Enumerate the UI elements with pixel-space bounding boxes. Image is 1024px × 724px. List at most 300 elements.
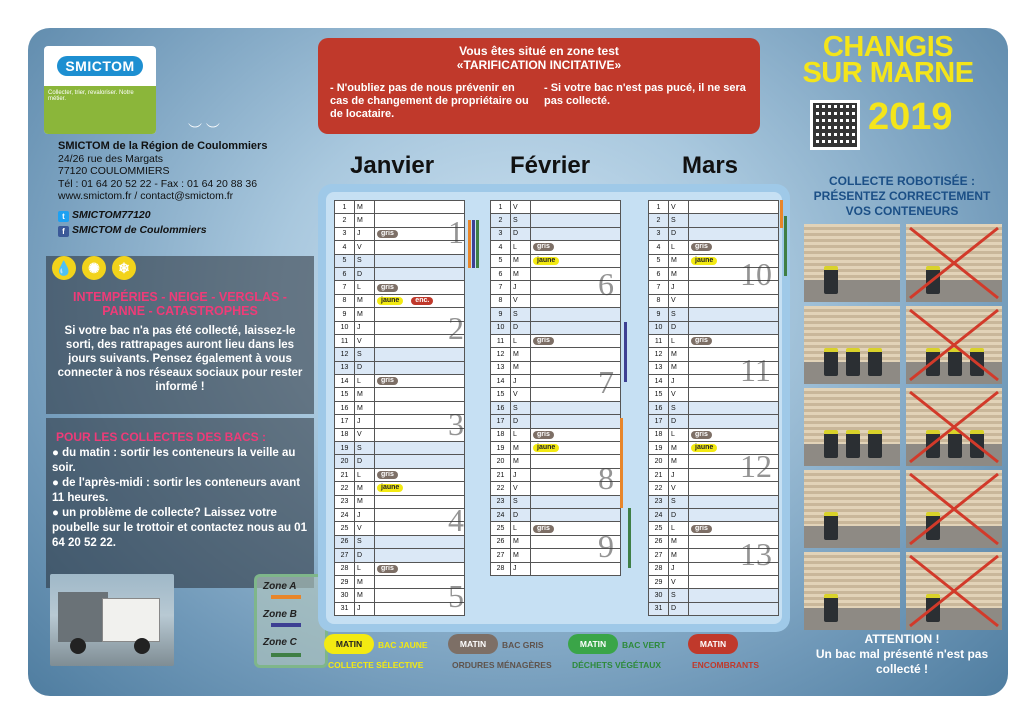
day-letter: D xyxy=(511,508,531,521)
day-letter: M xyxy=(511,267,531,280)
day-number: 6 xyxy=(335,267,355,280)
day-number: 16 xyxy=(491,401,511,414)
day-number: 1 xyxy=(335,201,355,214)
day-letter: L xyxy=(511,522,531,535)
org-address2: 77120 COULOMMIERS xyxy=(58,165,170,177)
week-number: 3 xyxy=(448,406,464,442)
collection-cell xyxy=(689,508,779,521)
calendar-day-row xyxy=(649,602,779,615)
week-number: 4 xyxy=(448,502,464,538)
bins-text xyxy=(52,446,310,551)
legend-red-sub: ENCOMBRANTS xyxy=(692,660,760,670)
day-number: 2 xyxy=(335,214,355,227)
weather-text: Si votre bac n'a pas été collecté, laissez-le sorti, des rattrapages auront lieu dans les jours suivants. Pensez également à vous connecter à nos réseaux sociaux pour rester informé ! xyxy=(57,325,303,393)
org-web[interactable]: www.smictom.fr / contact@smictom.fr xyxy=(58,190,234,202)
zone-bar xyxy=(472,220,475,268)
calendar-day-row xyxy=(491,415,621,428)
day-number: 13 xyxy=(491,361,511,374)
day-number: 2 xyxy=(649,214,669,227)
day-letter: J xyxy=(511,562,531,575)
day-number: 15 xyxy=(335,388,355,401)
day-letter: V xyxy=(511,482,531,495)
day-number: 10 xyxy=(491,321,511,334)
weather-icons xyxy=(52,256,136,280)
day-letter: M xyxy=(355,201,375,214)
calendar-poster xyxy=(28,28,1008,696)
calendar-day-row xyxy=(335,468,465,481)
day-number: 17 xyxy=(649,415,669,428)
day-number: 19 xyxy=(649,442,669,455)
collection-cell xyxy=(689,388,779,401)
legend-yellow xyxy=(324,634,428,670)
tag-jaune: jaune xyxy=(377,484,403,492)
day-number: 29 xyxy=(335,575,355,588)
cross-icon xyxy=(906,224,1002,302)
week-number: 8 xyxy=(598,460,614,496)
day-letter: S xyxy=(669,308,689,321)
tag-gris: gris xyxy=(377,377,398,385)
twitter-handle[interactable]: SMICTOM77120 xyxy=(72,209,151,221)
tag-gris: gris xyxy=(377,471,398,479)
week-number: 13 xyxy=(740,536,772,572)
day-letter: J xyxy=(511,468,531,481)
day-number: 3 xyxy=(649,227,669,240)
bin-photos-grid xyxy=(804,224,1002,630)
calendar-day-row xyxy=(649,227,779,240)
day-letter: V xyxy=(511,388,531,401)
robot-collection-title: COLLECTE ROBOTISÉE : PRÉSENTEZ CORRECTEMENT VOS CONTENEURS xyxy=(813,174,991,218)
day-number: 18 xyxy=(335,428,355,441)
day-number: 14 xyxy=(649,375,669,388)
day-number: 5 xyxy=(491,254,511,267)
attention-text: Un bac mal présenté n'est pas collecté ! xyxy=(815,647,989,676)
day-letter: D xyxy=(669,321,689,334)
day-letter: S xyxy=(355,535,375,548)
day-number: 27 xyxy=(649,549,669,562)
day-number: 25 xyxy=(491,522,511,535)
rain-icon: 💧 xyxy=(52,256,76,280)
day-letter: D xyxy=(669,508,689,521)
day-letter: S xyxy=(511,308,531,321)
calendar-day-row xyxy=(649,415,779,428)
day-number: 12 xyxy=(491,348,511,361)
day-number: 31 xyxy=(335,602,355,615)
calendar-day-row xyxy=(491,442,621,455)
tag-gris: gris xyxy=(377,230,398,238)
day-letter: L xyxy=(669,522,689,535)
calendar-day-row xyxy=(491,227,621,240)
day-number: 30 xyxy=(649,589,669,602)
town-line1: CHANGIS xyxy=(822,31,954,63)
collection-cell xyxy=(531,348,621,361)
day-number: 3 xyxy=(491,227,511,240)
day-letter: S xyxy=(669,401,689,414)
day-letter: M xyxy=(669,254,689,267)
collection-cell xyxy=(689,602,779,615)
calendar-day-row xyxy=(491,348,621,361)
calendar-day-row xyxy=(335,602,465,615)
day-letter: J xyxy=(355,508,375,521)
qr-code[interactable] xyxy=(810,100,860,150)
cross-icon xyxy=(906,552,1002,630)
calendar-day-row xyxy=(335,455,465,468)
day-number: 20 xyxy=(491,455,511,468)
collection-cell xyxy=(689,415,779,428)
zone-a-label: Zone A xyxy=(263,581,297,592)
calendar-day-row xyxy=(649,388,779,401)
collection-cell xyxy=(689,227,779,240)
day-letter: D xyxy=(511,415,531,428)
day-letter: S xyxy=(511,401,531,414)
calendar-day-row xyxy=(335,482,465,495)
day-letter: D xyxy=(511,227,531,240)
calendar-day-row xyxy=(491,308,621,321)
tag-gris: gris xyxy=(533,431,554,439)
tag-jaune: jaune xyxy=(533,257,559,265)
incorrect-bin-photo xyxy=(906,388,1002,466)
day-letter: D xyxy=(669,415,689,428)
tag-gris: gris xyxy=(691,431,712,439)
calendar-day-row xyxy=(335,442,465,455)
collection-cell xyxy=(375,388,465,401)
day-letter: D xyxy=(669,602,689,615)
calendar-day-row xyxy=(491,508,621,521)
collection-cell xyxy=(531,442,621,455)
collection-cell xyxy=(531,227,621,240)
collection-cell xyxy=(375,281,465,294)
day-letter: M xyxy=(355,482,375,495)
collection-cell xyxy=(689,321,779,334)
calendar-day-row xyxy=(649,522,779,535)
collection-cell xyxy=(375,562,465,575)
day-letter: M xyxy=(511,361,531,374)
incorrect-bin-photo xyxy=(906,552,1002,630)
tag-gris: gris xyxy=(533,243,554,251)
zone-bar xyxy=(620,418,623,508)
tag-gris: gris xyxy=(533,337,554,345)
day-number: 26 xyxy=(335,535,355,548)
collection-cell xyxy=(689,241,779,254)
collection-cell xyxy=(375,201,465,214)
week-number: 5 xyxy=(448,578,464,614)
day-number: 26 xyxy=(649,535,669,548)
day-letter: D xyxy=(669,227,689,240)
collection-cell xyxy=(375,361,465,374)
day-number: 8 xyxy=(335,294,355,307)
zone-c-swatch xyxy=(271,653,301,657)
collection-cell xyxy=(375,442,465,455)
day-letter: V xyxy=(669,575,689,588)
calendar-day-row xyxy=(649,308,779,321)
day-number: 22 xyxy=(335,482,355,495)
week-number: 2 xyxy=(448,310,464,346)
bins-item: ● du matin : sortir les conteneurs la veille au soir. xyxy=(52,447,296,474)
zone-bar xyxy=(476,220,479,268)
collection-cell xyxy=(531,321,621,334)
day-letter: M xyxy=(669,455,689,468)
day-letter: S xyxy=(511,214,531,227)
day-number: 15 xyxy=(649,388,669,401)
zone-a-swatch xyxy=(271,595,301,599)
day-number: 30 xyxy=(335,589,355,602)
calendar-day-row xyxy=(649,575,779,588)
collection-cell xyxy=(531,401,621,414)
month-title-mars: Mars xyxy=(682,152,739,179)
tag-gris: gris xyxy=(533,525,554,533)
day-letter: S xyxy=(355,348,375,361)
day-number: 18 xyxy=(649,428,669,441)
day-letter: D xyxy=(511,321,531,334)
week-number: 7 xyxy=(598,364,614,400)
calendar-day-row xyxy=(335,254,465,267)
day-number: 9 xyxy=(491,308,511,321)
calendar-day-row xyxy=(649,589,779,602)
legend-green-sub: DÉCHETS VÉGÉTAUX xyxy=(572,660,662,670)
collection-cell xyxy=(531,415,621,428)
legend-green xyxy=(568,634,666,670)
day-letter: L xyxy=(669,241,689,254)
correct-bin-photo xyxy=(804,388,900,466)
day-number: 26 xyxy=(491,535,511,548)
zone-c-label: Zone C xyxy=(263,637,297,648)
calendar-day-row xyxy=(491,201,621,214)
day-letter: S xyxy=(355,442,375,455)
day-letter: S xyxy=(355,254,375,267)
collection-cell xyxy=(689,201,779,214)
day-number: 1 xyxy=(491,201,511,214)
day-letter: S xyxy=(669,214,689,227)
calendar-day-row xyxy=(335,589,465,602)
day-number: 14 xyxy=(491,375,511,388)
bins-item: ● de l'après-midi : sortir les conteneurs avant 11 heures. xyxy=(52,477,301,504)
collection-cell xyxy=(375,294,465,307)
day-letter: M xyxy=(511,348,531,361)
day-letter: M xyxy=(669,442,689,455)
day-number: 14 xyxy=(335,375,355,388)
calendar-day-row xyxy=(335,575,465,588)
banner-title-line2: «TARIFICATION INCITATIVE» xyxy=(456,58,622,72)
correct-bin-photo xyxy=(804,470,900,548)
legend-yellow-key: BAC JAUNE xyxy=(378,640,428,650)
day-number: 24 xyxy=(335,508,355,521)
day-number: 13 xyxy=(649,361,669,374)
legend-grey-pill: MATIN xyxy=(448,634,498,654)
zone-bar xyxy=(624,322,627,382)
collection-cell xyxy=(531,428,621,441)
day-letter: J xyxy=(669,375,689,388)
calendar-day-row xyxy=(649,401,779,414)
calendar-day-row xyxy=(649,321,779,334)
day-letter: L xyxy=(511,334,531,347)
day-letter: D xyxy=(355,549,375,562)
day-letter: L xyxy=(355,281,375,294)
day-letter: M xyxy=(669,267,689,280)
calendar-day-row xyxy=(335,535,465,548)
collection-cell xyxy=(689,334,779,347)
calendar-day-row xyxy=(649,508,779,521)
calendar-day-row xyxy=(335,227,465,240)
correct-bin-photo xyxy=(804,552,900,630)
calendar-day-row xyxy=(649,428,779,441)
collection-cell xyxy=(375,254,465,267)
legend-yellow-sub: COLLECTE SÉLECTIVE xyxy=(328,660,424,670)
day-number: 22 xyxy=(491,482,511,495)
correct-bin-photo xyxy=(804,224,900,302)
calendar-day-row xyxy=(491,214,621,227)
org-address1: 24/26 rue des Margats xyxy=(58,152,164,165)
day-letter: M xyxy=(669,348,689,361)
calendar-day-row xyxy=(335,308,465,321)
calendar-day-row xyxy=(491,334,621,347)
calendar-day-row xyxy=(335,401,465,414)
org-phone: Tél : 01 64 20 52 22 - Fax : 01 64 20 88 36 xyxy=(58,177,258,190)
collection-cell xyxy=(689,575,779,588)
day-letter: J xyxy=(355,321,375,334)
day-letter: M xyxy=(511,535,531,548)
day-letter: L xyxy=(511,241,531,254)
day-letter: V xyxy=(355,428,375,441)
snow-icon: ❄ xyxy=(112,256,136,280)
day-letter: J xyxy=(511,281,531,294)
banner-note-left: - N'oubliez pas de nous prévenir en cas de changement de propriétaire ou de locataire. xyxy=(330,82,529,120)
incorrect-bin-photo xyxy=(906,306,1002,384)
legend-yellow-pill: MATIN xyxy=(324,634,374,654)
tag-gris: gris xyxy=(691,525,712,533)
collection-cell xyxy=(531,334,621,347)
day-number: 4 xyxy=(649,241,669,254)
collection-cell xyxy=(689,308,779,321)
smictom-logo xyxy=(44,46,156,134)
day-letter: J xyxy=(355,227,375,240)
day-letter: V xyxy=(355,334,375,347)
week-number: 10 xyxy=(740,256,772,292)
month-title-fevrier: Février xyxy=(510,152,591,179)
day-number: 29 xyxy=(649,575,669,588)
day-letter: M xyxy=(511,254,531,267)
zone-bar xyxy=(628,508,631,568)
day-letter: V xyxy=(511,201,531,214)
day-letter: V xyxy=(669,482,689,495)
day-number: 23 xyxy=(335,495,355,508)
day-letter: S xyxy=(669,589,689,602)
week-number: 11 xyxy=(740,352,771,388)
legend-red xyxy=(688,634,760,670)
week-number: 12 xyxy=(740,448,772,484)
calendar-day-row xyxy=(335,522,465,535)
calendar-day-row xyxy=(335,294,465,307)
calendar-year: 2019 xyxy=(868,96,953,138)
day-number: 16 xyxy=(335,401,355,414)
day-number: 24 xyxy=(491,508,511,521)
day-number: 8 xyxy=(649,294,669,307)
calendar-day-row xyxy=(335,375,465,388)
org-contact xyxy=(58,140,318,203)
day-number: 21 xyxy=(491,468,511,481)
zone-b-label: Zone B xyxy=(263,609,297,620)
incorrect-bin-photo xyxy=(906,470,1002,548)
day-number: 15 xyxy=(491,388,511,401)
calendar-day-row xyxy=(335,214,465,227)
legend-green-pill: MATIN xyxy=(568,634,618,654)
day-letter: M xyxy=(669,535,689,548)
tag-gris: gris xyxy=(377,284,398,292)
zone-bar xyxy=(784,216,787,276)
calendar-day-row xyxy=(491,241,621,254)
day-number: 27 xyxy=(491,549,511,562)
tag-gris: gris xyxy=(691,337,712,345)
day-number: 4 xyxy=(335,241,355,254)
day-number: 19 xyxy=(335,442,355,455)
collection-cell xyxy=(689,589,779,602)
calendar-day-row xyxy=(335,562,465,575)
calendar-day-row xyxy=(649,201,779,214)
day-letter: V xyxy=(669,388,689,401)
collection-cell xyxy=(689,428,779,441)
tag-gris: gris xyxy=(691,243,712,251)
day-number: 8 xyxy=(491,294,511,307)
cross-icon xyxy=(906,306,1002,384)
facebook-page[interactable]: SMICTOM de Coulommiers xyxy=(72,224,207,236)
day-letter: V xyxy=(669,201,689,214)
calendar-day-row xyxy=(335,549,465,562)
collection-cell xyxy=(375,468,465,481)
day-number: 28 xyxy=(649,562,669,575)
day-number: 20 xyxy=(649,455,669,468)
day-number: 18 xyxy=(491,428,511,441)
collection-cell xyxy=(375,482,465,495)
calendar-day-row xyxy=(649,495,779,508)
day-number: 21 xyxy=(335,468,355,481)
day-number: 13 xyxy=(335,361,355,374)
collection-legend xyxy=(324,630,794,680)
calendar-day-row xyxy=(335,495,465,508)
weather-title: INTEMPÉRIES - NEIGE - VERGLAS - PANNE - CATASTROPHES xyxy=(73,290,287,318)
day-letter: S xyxy=(669,495,689,508)
day-number: 23 xyxy=(491,495,511,508)
day-letter: J xyxy=(669,468,689,481)
day-number: 5 xyxy=(335,254,355,267)
day-number: 6 xyxy=(491,267,511,280)
calendar-day-row xyxy=(491,321,621,334)
tag-jaune: jaune xyxy=(691,257,717,265)
day-number: 11 xyxy=(335,334,355,347)
week-number: 1 xyxy=(448,214,464,250)
calendar-day-row xyxy=(335,321,465,334)
sun-icon: ✺ xyxy=(82,256,106,280)
birds-decoration: ︶ ︶ xyxy=(188,122,220,138)
cross-icon xyxy=(906,470,1002,548)
legend-grey-key: BAC GRIS xyxy=(502,640,544,650)
day-letter: L xyxy=(511,428,531,441)
collection-cell xyxy=(531,495,621,508)
day-number: 27 xyxy=(335,549,355,562)
week-number: 6 xyxy=(598,266,614,302)
collection-cell xyxy=(531,241,621,254)
incorrect-bin-photo xyxy=(906,224,1002,302)
calendar-janvier xyxy=(334,200,465,616)
legend-grey xyxy=(448,634,552,670)
day-letter: M xyxy=(511,442,531,455)
day-number: 7 xyxy=(335,281,355,294)
day-letter: J xyxy=(669,562,689,575)
calendar-day-row xyxy=(335,508,465,521)
day-number: 11 xyxy=(649,334,669,347)
day-letter: V xyxy=(355,522,375,535)
correct-bin-photo xyxy=(804,306,900,384)
calendar-day-row xyxy=(335,281,465,294)
town-line2: SUR MARNE xyxy=(802,57,974,89)
day-number: 28 xyxy=(335,562,355,575)
